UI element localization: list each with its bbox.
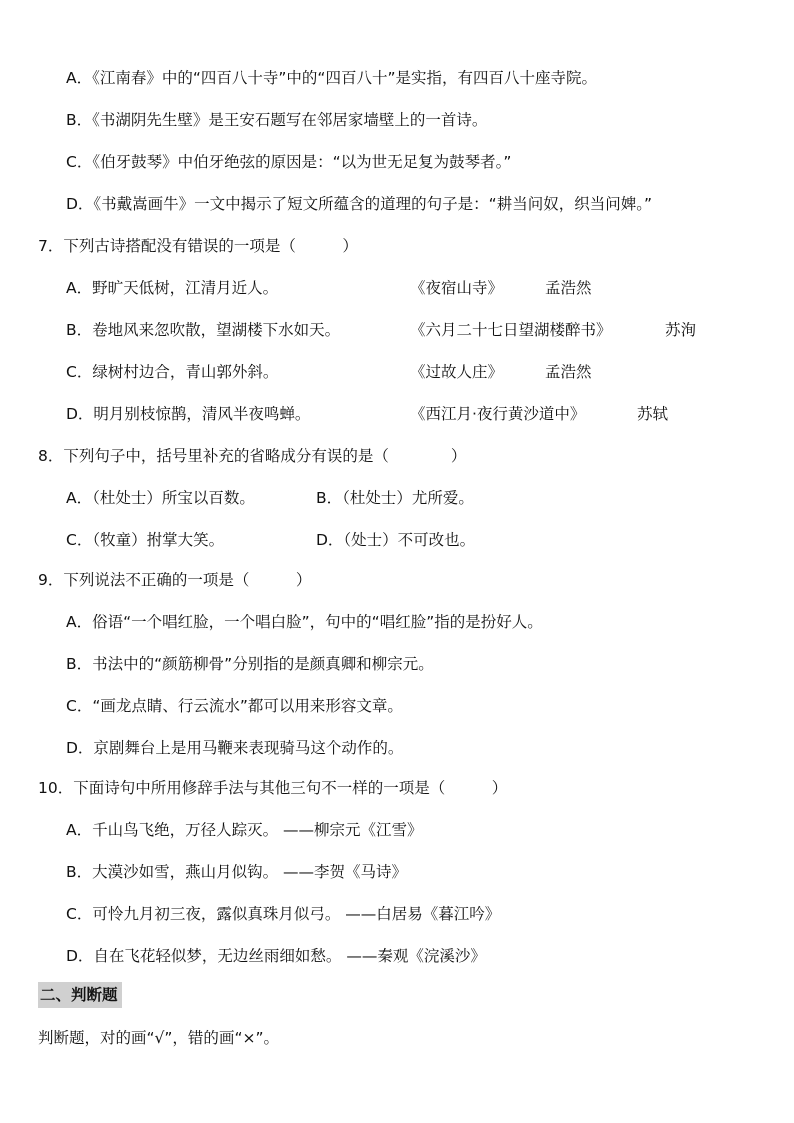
q7-option-a [66,278,278,298]
q7-option-a-author: 孟浩然 [545,279,592,297]
q7-option-c [66,362,278,382]
q10-option-c: C．可怜九月初三夜，露似真珠月似弓。 ——白居易《暮江吟》 [66,905,501,923]
q7-option-b [66,320,340,340]
q10-option-d: D．自在飞花轻似梦，无边丝雨细如愁。 ——秦观《浣溪沙》 [66,947,486,965]
q10-option-b: B．大漠沙如雪，燕山月似钩。 ——李贺《马诗》 [66,863,408,881]
q9-option-c: C．“画龙点睛、行云流水”都可以用来形容文章。 [66,697,403,715]
q7-option-d-text: D．明月别枝惊鹊，清风半夜鸣蝉。 [66,405,311,423]
q7-option-b-source: 《六月二十七日望湖楼醉书》 [410,321,612,339]
q7-option-d-source: 《西江月·夜行黄沙道中》 [410,405,586,423]
q10-option-a: A．千山鸟飞绝，万径人踪灭。 ——柳宗元《江雪》 [66,821,423,839]
q8-option-b: B．（杜处士）尤所爱。 [316,489,474,507]
q7-option-b-text: B．卷地风来忽吹散，望湖楼下水如天。 [66,321,341,339]
q9-stem: 9．下列说法不正确的一项是（ ） [38,571,312,589]
q7-option-d-author: 苏轼 [637,405,669,423]
q6-option-c: C．《伯牙鼓琴》中伯牙绝弦的原因是：“以为世无足复为鼓琴者。” [66,153,512,171]
q8-stem: 8．下列句子中，括号里补充的省略成分有误的是（ ） [38,447,467,465]
q6-option-b: B．《书湖阴先生壁》是王安石题写在邻居家墙壁上的一首诗。 [66,111,488,129]
section-heading: 二、判断题 [38,982,122,1008]
q7-stem: 7．下列古诗搭配没有错误的一项是（ ） [38,237,358,255]
q7-option-c-source: 《过故人庄》 [410,363,504,381]
q8-option-a: A．（杜处士）所宝以百数。 [66,489,255,507]
q9-option-a: A．俗语“一个唱红脸，一个唱白脸”，句中的“唱红脸”指的是扮好人。 [66,613,543,631]
q7-option-b-author: 苏洵 [665,321,697,339]
q7-option-a-text: A．野旷天低树，江清月近人。 [66,279,279,297]
q8-option-d: D．（处士）不可改也。 [316,531,476,549]
section-instruction: 判断题，对的画“√”，错的画“×”。 [38,1029,279,1047]
q9-option-d: D．京剧舞台上是用马鞭来表现骑马这个动作的。 [66,739,404,757]
q6-option-a: A．《江南春》中的“四百八十寺”中的“四百八十”是实指，有四百八十座寺院。 [66,69,597,87]
q8-option-c: C．（牧童）拊掌大笑。 [66,531,225,549]
q9-option-b: B．书法中的“颜筋柳骨”分别指的是颜真卿和柳宗元。 [66,655,434,673]
q7-option-d [66,404,310,424]
q7-option-c-author: 孟浩然 [545,363,592,381]
q7-option-c-text: C．绿树村边合，青山郭外斜。 [66,363,279,381]
q10-stem: 10．下面诗句中所用修辞手法与其他三句不一样的一项是（ ） [38,779,508,797]
q6-option-d: D．《书戴嵩画牛》一文中揭示了短文所蕴含的道理的句子是：“耕当问奴，织当问婢。” [66,195,652,213]
q7-option-a-source: 《夜宿山寺》 [410,279,504,297]
